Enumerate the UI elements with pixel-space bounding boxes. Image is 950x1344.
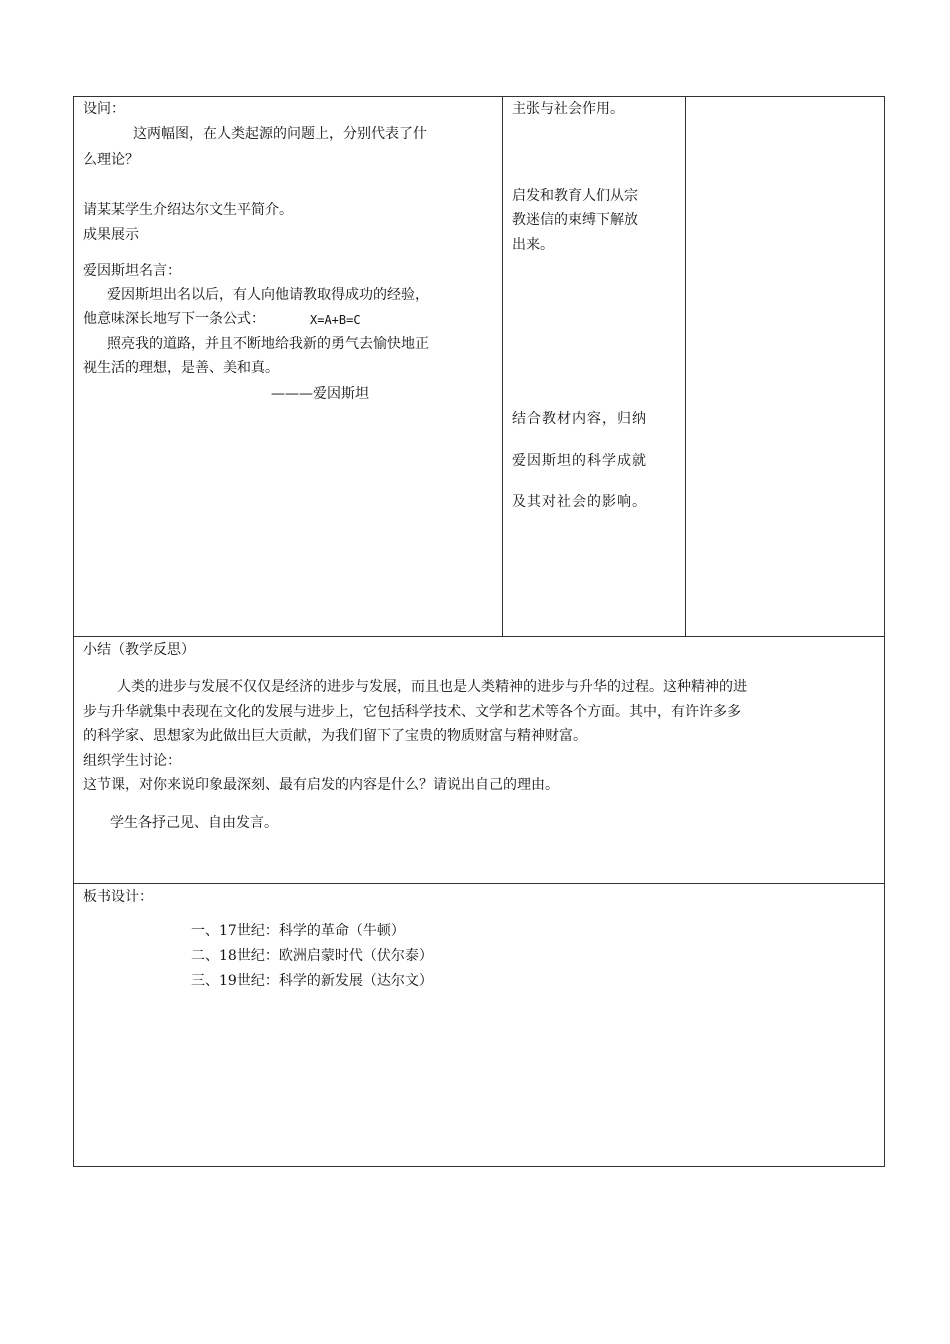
board-item: 二、18世纪：欧洲启蒙时代（伏尔泰） [191,948,433,964]
quote-line4: 视生活的理想，是善、美和真。 [83,360,279,376]
board-item: 一、17世纪：科学的革命（牛顿） [191,923,405,939]
summary-title: 小结（教学反思） [83,642,195,658]
intro-task: 请某某学生介绍达尔文生平简介。 [83,202,293,218]
summary-para-line2: 步与升华就集中表现在文化的发展与进步上，它包括科学技术、文学和艺术等各个方面。其中，有许许多多 [83,704,741,720]
formula: X=A+B=C [310,313,361,327]
quote-author: ———爱因斯坦 [271,386,369,402]
question-label: 设问： [83,101,125,117]
lesson-plan-table [73,96,885,1167]
summary-para-line3: 的科学家、思想家为此做出巨大贡献，为我们留下了宝贵的物质财富与精神财富。 [83,728,587,744]
question-text-line1: 这两幅图，在人类起源的问题上，分别代表了什 [133,126,427,142]
discussion-answer: 学生各抒己见、自由发言。 [110,815,278,831]
quote-line2: 他意味深长地写下一条公式： [83,311,265,327]
column-divider-right [685,96,686,637]
board-title: 板书设计： [83,889,153,905]
quote-line3: 照亮我的道路，并且不断地给我新的勇气去愉快地正 [107,336,429,352]
mid-summary-line1: 结合教材内容，归纳 [512,411,647,427]
quote-title: 爱因斯坦名言： [83,263,181,279]
discussion-label: 组织学生讨论： [83,753,181,769]
quote-line1: 爱因斯坦出名以后，有人向他请教取得成功的经验， [107,287,429,303]
discussion-question: 这节课，对你来说印象最深刻、最有启发的内容是什么？请说出自己的理由。 [83,777,559,793]
mid-summary-line3: 及其对社会的影响。 [512,494,647,510]
summary-para-line1: 人类的进步与发展不仅仅是经济的进步与发展，而且也是人类精神的进步与升华的过程。这种精神的进 [117,679,747,695]
inspire-line3: 出来。 [512,237,554,253]
inspire-line2: 教迷信的束缚下解放 [512,212,638,228]
mid-summary-line2: 爱因斯坦的科学成就 [512,453,647,469]
mid-note-line1: 主张与社会作用。 [512,101,624,117]
column-divider-left [502,96,503,637]
results-label: 成果展示 [83,227,139,243]
row-divider-summary [73,636,885,637]
question-text-line2: 么理论？ [83,152,139,168]
board-item: 三、19世纪：科学的新发展（达尔文） [191,973,433,989]
inspire-line1: 启发和教育人们从宗 [512,188,638,204]
row-divider-board [73,883,885,884]
